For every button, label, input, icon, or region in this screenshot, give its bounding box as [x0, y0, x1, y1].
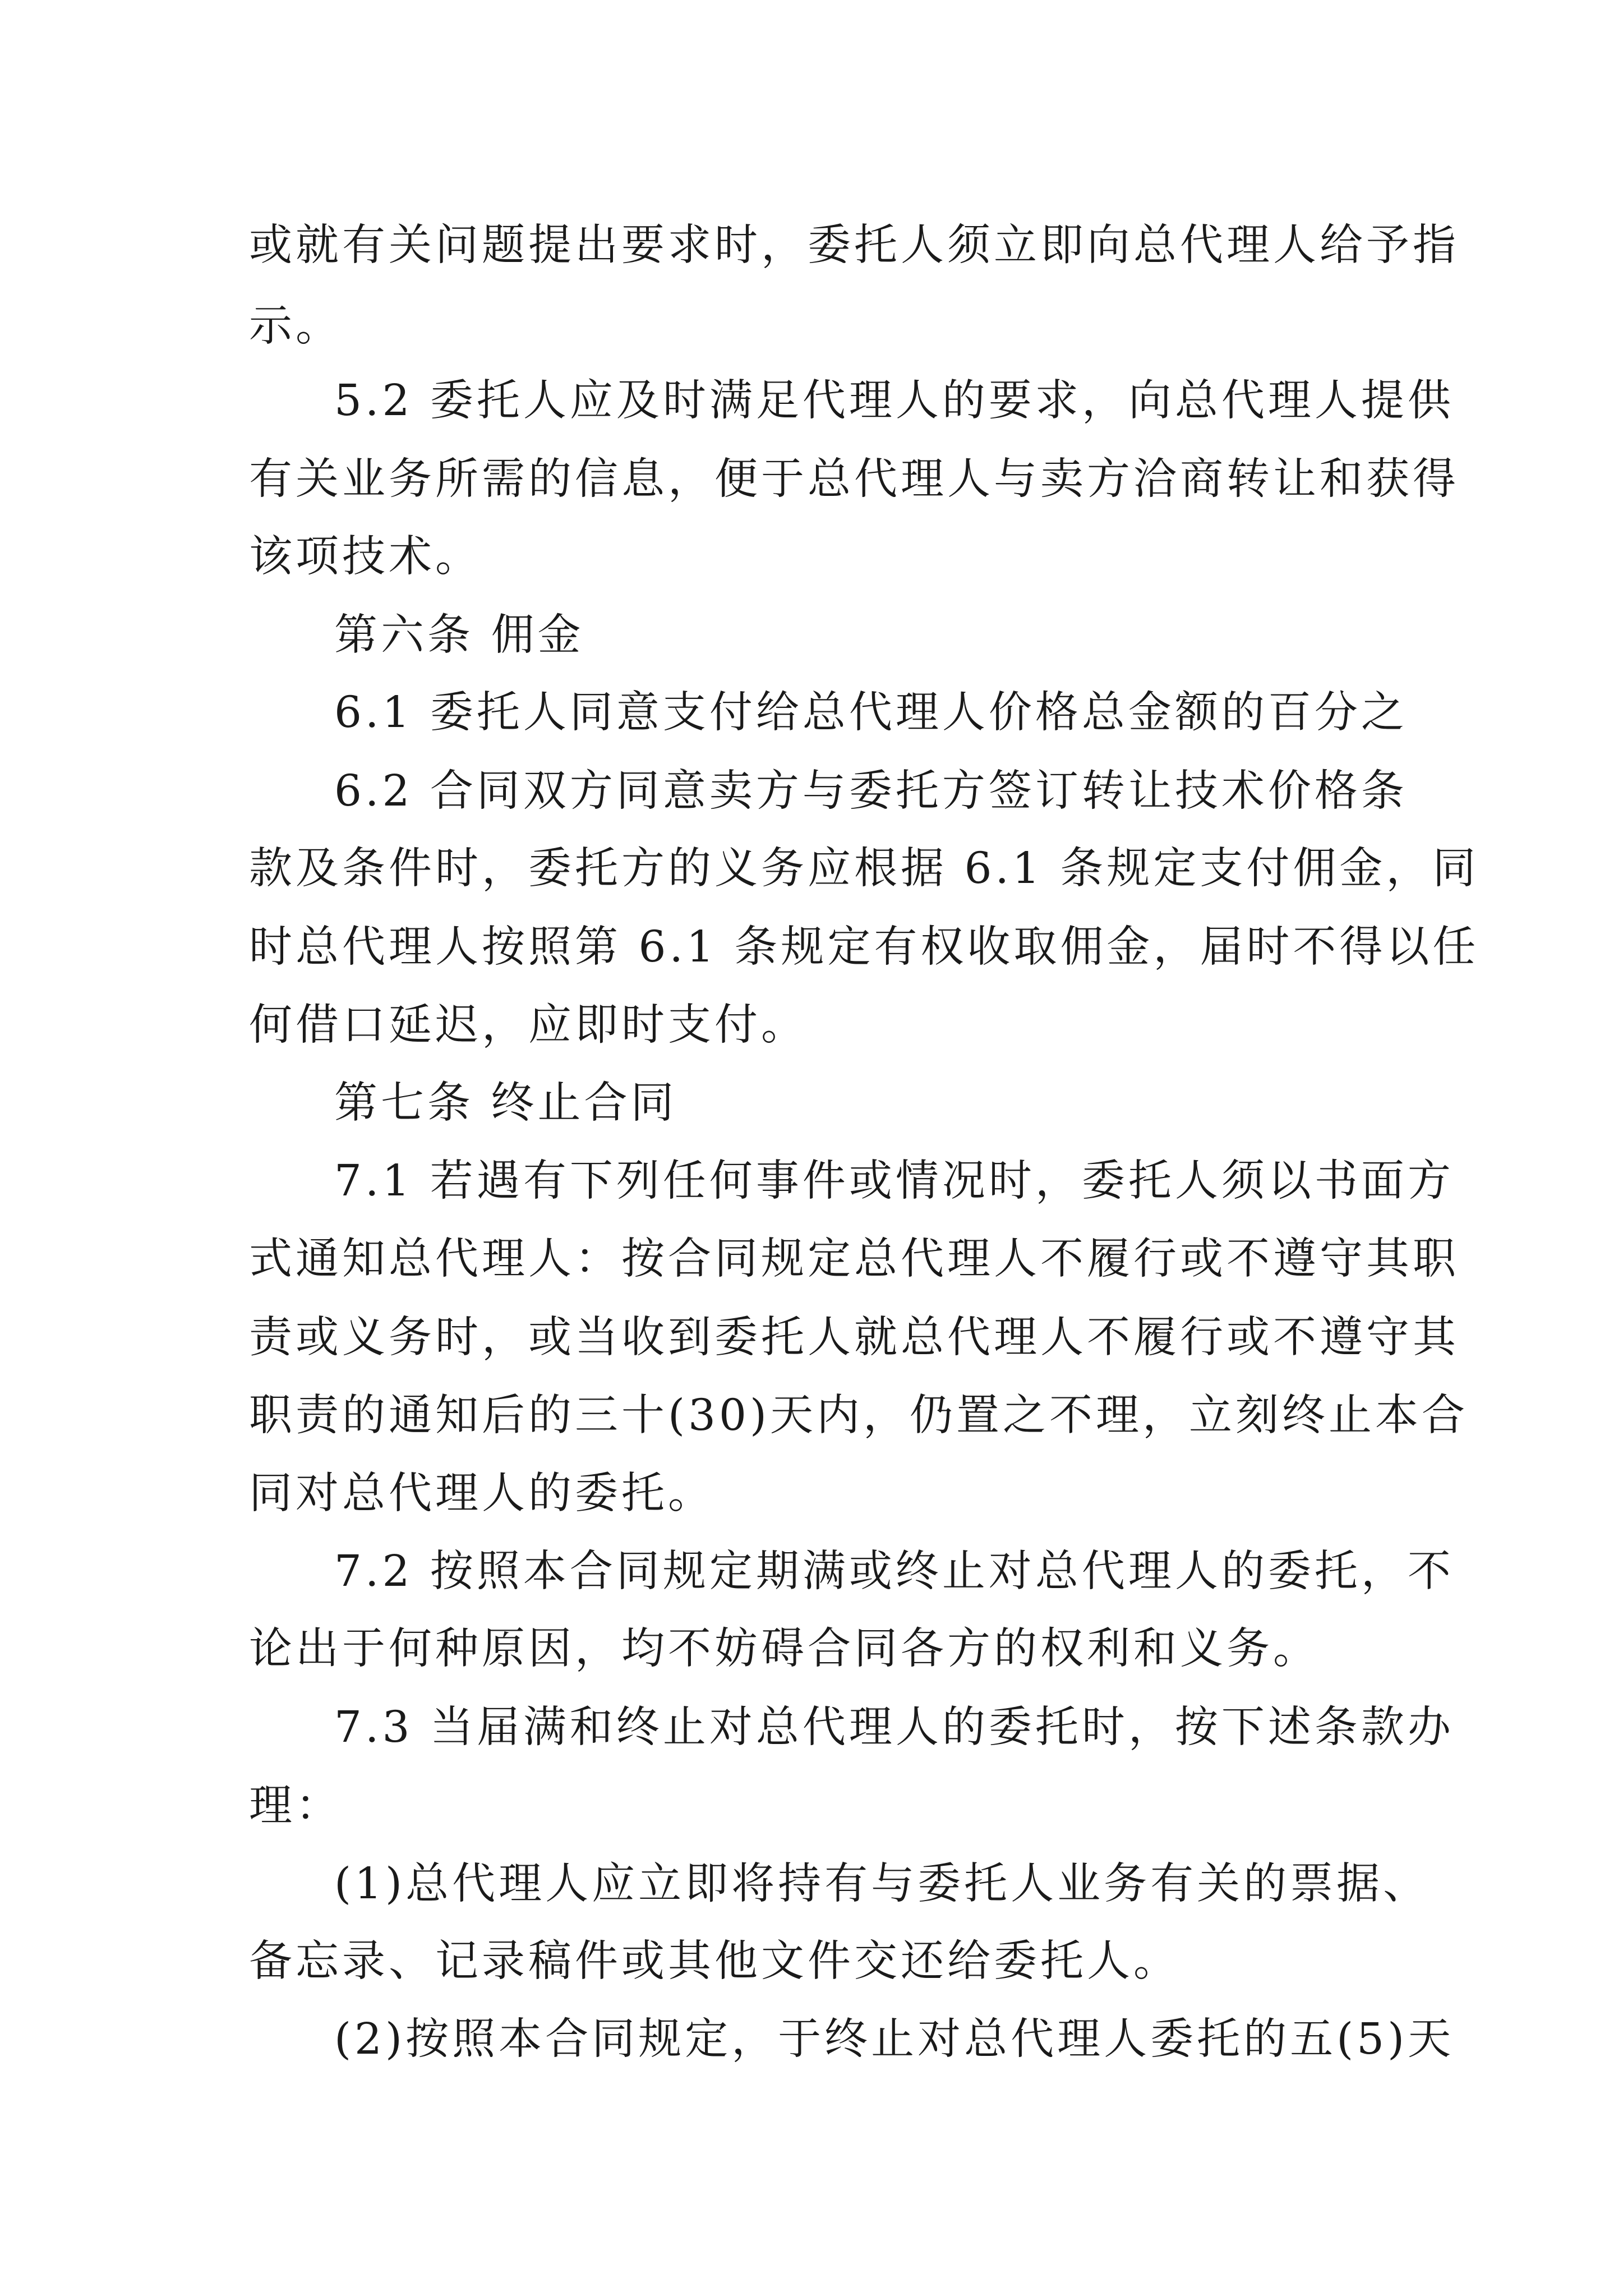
text-line: 5.2 委托人应及时满足代理人的要求，向总代理人提供: [334, 376, 1454, 426]
section-heading: 第七条 终止合同: [334, 1078, 677, 1128]
text-line: 式通知总代理人：按合同规定总代理人不履行或不遵守其职: [249, 1234, 1459, 1284]
text-line: 款及条件时，委托方的义务应根据 6.1 条规定支付佣金，同: [249, 844, 1479, 894]
section-heading: 第六条 佣金: [334, 610, 584, 660]
text-line: 何借口延迟，应即时支付。: [249, 1000, 808, 1050]
text-line: 7.3 当届满和终止对总代理人的委托时，按下述条款办: [334, 1703, 1454, 1752]
text-line: 示。: [249, 301, 342, 351]
text-line: 备忘录、记录稿件或其他文件交还给委托人。: [249, 1936, 1180, 1986]
text-line: 职责的通知后的三十(30)天内，仍置之不理，立刻终止本合: [249, 1391, 1469, 1441]
text-line: 或就有关问题提出要求时，委托人须立即向总代理人给予指: [249, 220, 1459, 270]
text-line: 论出于何种原因，均不妨碍合同各方的权利和义务。: [249, 1624, 1320, 1674]
text-line: (2)按照本合同规定，于终止对总代理人委托的五(5)天: [334, 2014, 1455, 2064]
text-line: 有关业务所需的信息，便于总代理人与卖方洽商转让和获得: [249, 454, 1459, 504]
text-line: (1)总代理人应立即将持有与委托人业务有关的票据、: [334, 1859, 1430, 1909]
text-line: 责或义务时，或当收到委托人就总代理人不履行或不遵守其: [249, 1313, 1459, 1363]
text-line: 7.2 按照本合同规定期满或终止对总代理人的委托，不: [334, 1547, 1454, 1596]
text-line: 6.2 合同双方同意卖方与委托方签订转让技术价格条: [334, 766, 1408, 816]
text-line: 6.1 委托人同意支付给总代理人价格总金额的百分之: [334, 688, 1408, 738]
text-line: 时总代理人按照第 6.1 条规定有权收取佣金，届时不得以任: [249, 922, 1479, 972]
text-line: 理：: [249, 1781, 342, 1831]
text-line: 7.1 若遇有下列任何事件或情况时，委托人须以书面方: [334, 1156, 1454, 1206]
text-line: 该项技术。: [249, 532, 482, 582]
text-line: 同对总代理人的委托。: [249, 1469, 714, 1519]
